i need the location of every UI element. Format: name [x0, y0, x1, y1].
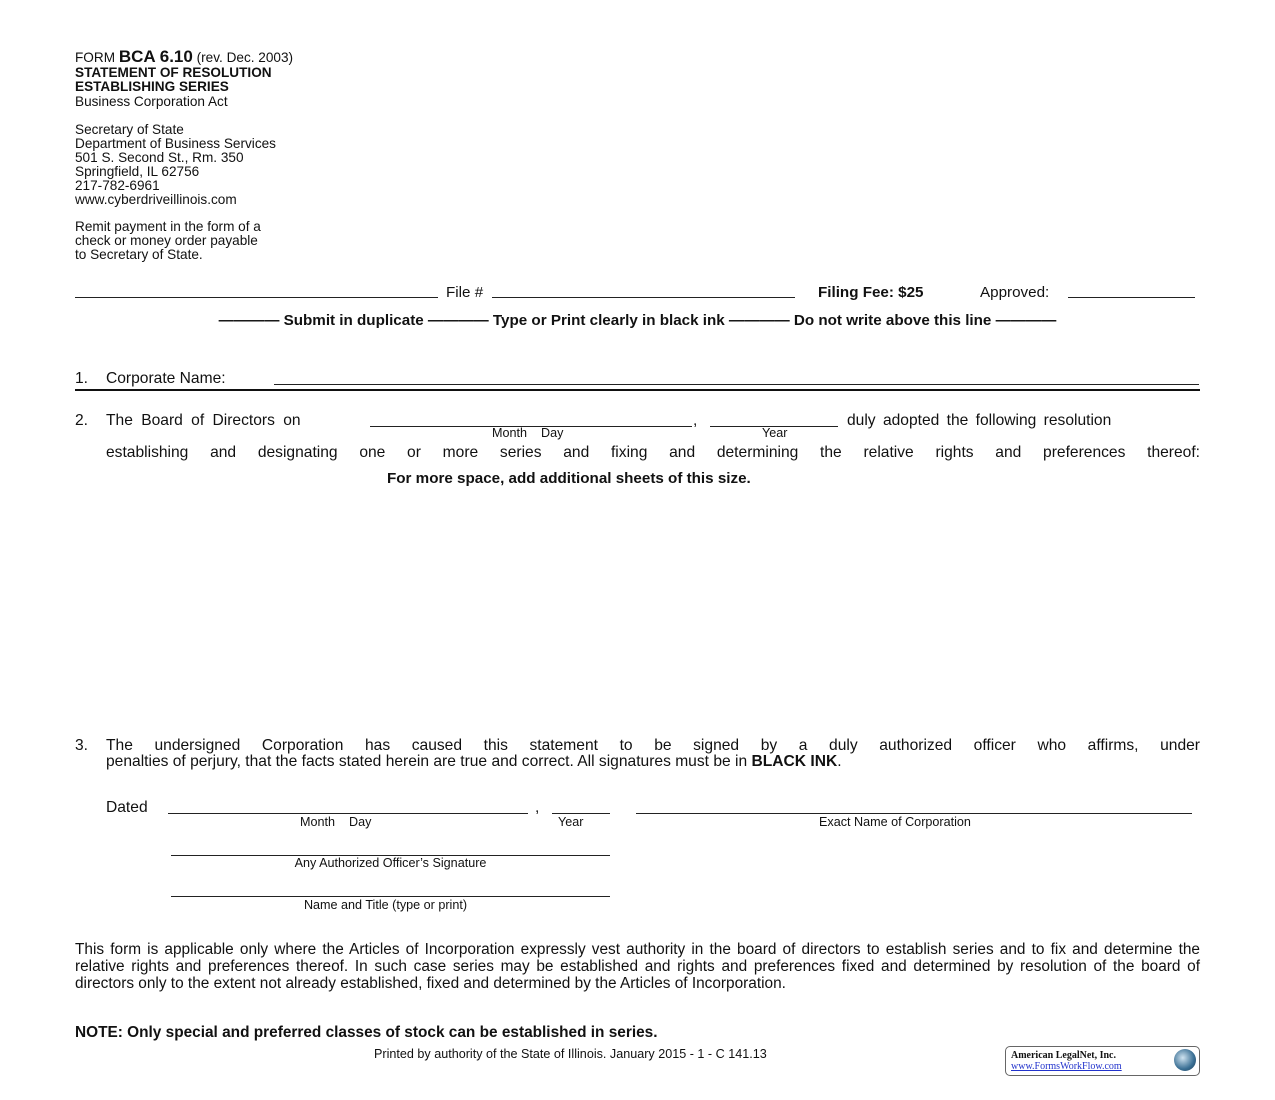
resolution-text-area[interactable]: [75, 495, 1200, 725]
remit-block: [75, 220, 261, 262]
dated-field[interactable]: [168, 813, 528, 814]
american-legalnet-logo[interactable]: [1005, 1046, 1200, 1076]
month-day-label: Month Day: [300, 815, 372, 829]
name-title-field[interactable]: [171, 896, 610, 897]
printed-by: Printed by authority of the State of Illinois. January 2015 - 1 - C 141.13: [374, 1047, 767, 1061]
approved-line[interactable]: [1068, 297, 1195, 298]
item3-line1: The undersigned Corporation has caused this statement to be signed by a duly authorized officer who affirms, under: [106, 737, 1200, 754]
divider-rule: [75, 389, 1200, 391]
item2-text-end: duly adopted the following resolution: [847, 412, 1112, 429]
remit-line: to Secretary of State.: [75, 247, 203, 262]
item2-text-start: The Board of Directors on: [106, 412, 301, 429]
dated-year-field[interactable]: [552, 813, 610, 814]
website: www.cyberdriveillinois.com: [75, 192, 237, 207]
act-name: Business Corporation Act: [75, 94, 228, 109]
item3-line2-text: penalties of perjury, that the facts stated herein are true and correct. All signatures must be in: [106, 753, 748, 770]
form-id: [75, 47, 294, 66]
instructions-banner: ———— Submit in duplicate ———— Type or Print clearly in black ink ———— Do not write above this line ————: [218, 312, 1057, 329]
month-day-label: Month Day: [492, 426, 564, 440]
globe-icon: [1174, 1049, 1196, 1071]
form-title-1: STATEMENT OF RESOLUTION: [75, 65, 272, 80]
year-label: Year: [558, 815, 584, 829]
address-line: Department of Business Services: [75, 136, 276, 151]
form-title-2: ESTABLISHING SERIES: [75, 79, 229, 94]
black-ink-emphasis: BLACK INK: [751, 753, 838, 770]
more-space-note: For more space, add additional sheets of this size.: [387, 470, 751, 487]
approved-label: Approved:: [980, 284, 1050, 301]
address-line: Springfield, IL 62756: [75, 164, 200, 179]
item2-number: 2.: [75, 412, 89, 429]
phone: 217-782-6961: [75, 178, 160, 193]
address-line: 501 S. Second St., Rm. 350: [75, 150, 244, 165]
address-block: [75, 123, 276, 207]
item3-line2: penalties of perjury, that the facts stated herein are true and correct. All signatures must be in BLACK INK.: [106, 753, 842, 770]
signature-label: Any Authorized Officer’s Signature: [294, 856, 487, 870]
exact-corp-name-label: Exact Name of Corporation: [819, 815, 971, 829]
corporate-name-label: Corporate Name:: [106, 370, 226, 387]
form-number: BCA 6.10: [118, 47, 193, 66]
item2-line2: establishing and designating one or more series and fixing and determining the relative rights and preferences thereof:: [106, 444, 1200, 461]
remit-line: Remit payment in the form of a: [75, 219, 261, 234]
applicability-notice: This form is applicable only where the Articles of Incorporation expressly vest authority in the board of directors to establish series and to fix and determine the relative rights and preferences thereof. In such case series may be established and rights and preferences fixed and determined by resolution of the board of directors only to the extent not already established, fixed and determined by the Articles of Incorporation.: [75, 941, 1200, 992]
form-prefix: FORM: [75, 50, 116, 65]
corporate-name-field[interactable]: [274, 384, 1199, 385]
year-label: Year: [762, 426, 788, 440]
stock-class-note: NOTE: Only special and preferred classes of stock can be established in series.: [75, 1024, 658, 1041]
logo-url[interactable]: www.FormsWorkFlow.com: [1011, 1061, 1122, 1072]
exact-corp-name-field[interactable]: [636, 813, 1192, 814]
remit-line: check or money order payable: [75, 233, 258, 248]
file-label: File #: [446, 284, 484, 301]
dated-label: Dated: [106, 799, 148, 816]
file-number-line[interactable]: [492, 297, 795, 298]
address-line: Secretary of State: [75, 122, 184, 137]
blank-line-office[interactable]: [75, 297, 438, 298]
filing-fee: Filing Fee: $25: [818, 284, 924, 301]
item3-number: 3.: [75, 737, 89, 754]
form-revision: (rev. Dec. 2003): [196, 50, 294, 65]
name-title-label: Name and Title (type or print): [303, 898, 468, 912]
logo-name: American LegalNet, Inc.: [1011, 1050, 1116, 1061]
item1-number: 1.: [75, 370, 89, 387]
